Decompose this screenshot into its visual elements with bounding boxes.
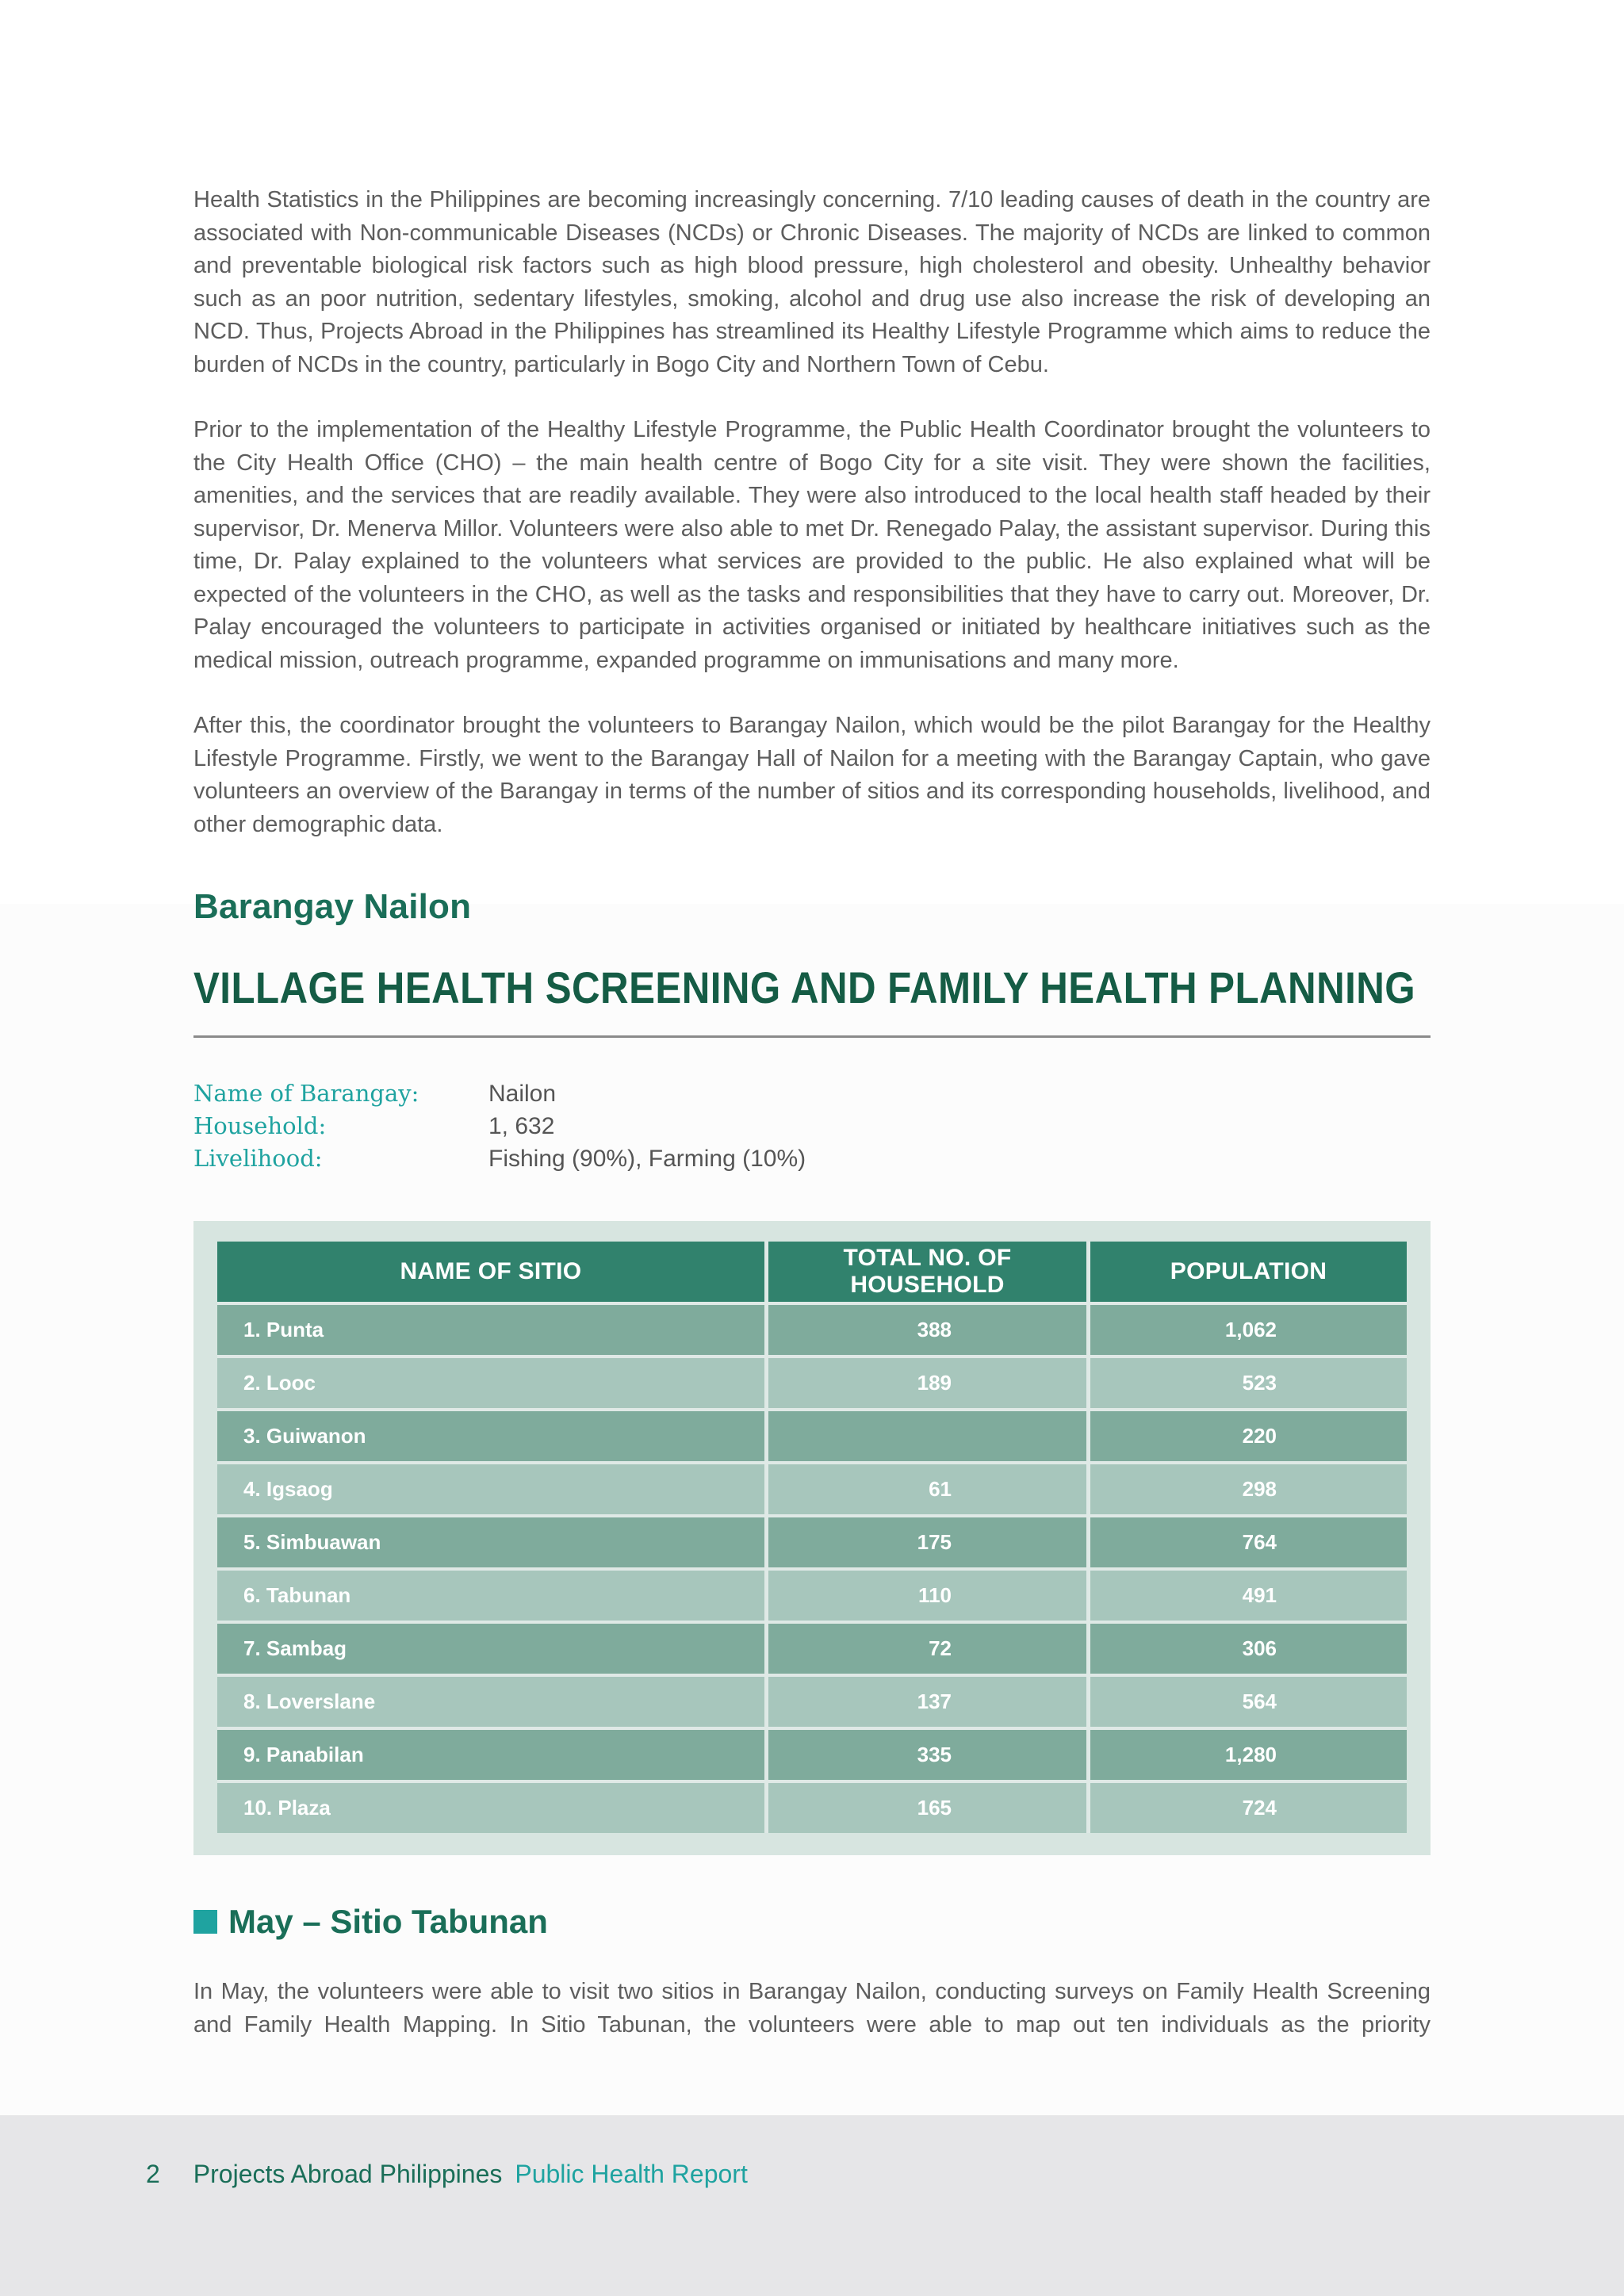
- table-header-row: [217, 1242, 1407, 1305]
- sitio-households: 388: [768, 1305, 1090, 1358]
- info-row-household: [193, 1110, 1431, 1142]
- household-label: Household:: [193, 1112, 327, 1139]
- header-population: POPULATION: [1090, 1242, 1407, 1305]
- sitio-population: 724: [1090, 1783, 1407, 1833]
- livelihood-label: Livelihood:: [193, 1145, 323, 1172]
- info-row-barangay: [193, 1077, 1431, 1110]
- sitio-households: [768, 1411, 1090, 1464]
- page-number: 2: [146, 2160, 160, 2188]
- sitio-population: 220: [1090, 1411, 1407, 1464]
- barangay-info: [193, 1077, 1431, 1175]
- sitio-population: 764: [1090, 1517, 1407, 1571]
- square-bullet-icon: [193, 1910, 217, 1934]
- cho-visit-paragraph: Prior to the implementation of the Healthy Lifestyle Programme, the Public Health Coordinator brought the volunteers to the City Health Office (CHO) – the main health centre of Bogo City for a site visit. They were shown the facilities, amenities, and the services that are readily available. They were also introduced to the local health staff headed by their supervisor, Dr. Menerva Millor. Volunteers were also able to met Dr. Renegado Palay, the assistant supervisor. During this time, Dr. Palay explained to the volunteers what services are provided to the public. He also explained what will be expected of the volunteers in the CHO, as well as the tasks and responsibilities that they have to carry out. Moreover, Dr. Palay encouraged the volunteers to participate in activities organised or initiated by healthcare initiatives such as the medical mission, outreach programme, expanded programme on immunisations and many more.: [193, 417, 1431, 673]
- sitio-households: 335: [768, 1730, 1090, 1783]
- sitio-population: 491: [1090, 1571, 1407, 1624]
- footer-report-name: Public Health Report: [515, 2160, 748, 2188]
- household-value: 1, 632: [488, 1113, 555, 1139]
- table-row: [217, 1624, 1407, 1677]
- main-title: VILLAGE HEALTH SCREENING AND FAMILY HEALTH PLANNING: [193, 962, 1416, 1012]
- table-row: [217, 1571, 1407, 1624]
- table-row: [217, 1411, 1407, 1464]
- subsection-heading: [193, 1903, 1431, 1941]
- table-row: [217, 1358, 1407, 1411]
- sitio-households: 137: [768, 1677, 1090, 1730]
- table-row: [217, 1305, 1407, 1358]
- sitio-name: 9. Panabilan: [217, 1730, 768, 1783]
- footer-organization: Projects Abroad Philippines: [193, 2160, 503, 2188]
- table-row: [217, 1783, 1407, 1833]
- sitio-households: 175: [768, 1517, 1090, 1571]
- sitio-population: 1,062: [1090, 1305, 1407, 1358]
- livelihood-value: Fishing (90%), Farming (10%): [488, 1146, 806, 1172]
- sitio-name: 3. Guiwanon: [217, 1411, 768, 1464]
- subsection-title: May – Sitio Tabunan: [228, 1903, 548, 1940]
- page-footer: [0, 2115, 1624, 2296]
- info-row-livelihood: [193, 1142, 1431, 1175]
- sitio-households: 72: [768, 1624, 1090, 1677]
- section-title: Barangay Nailon: [193, 887, 472, 926]
- barangay-label: Name of Barangay:: [193, 1080, 419, 1107]
- intro-paragraph: Health Statistics in the Philippines are becoming increasingly concerning. 7/10 leading causes of death in the country are associated with Non-communicable Diseases (NCDs) or Chronic Diseases. The majority of NCDs are linked to common and preventable biological risk factors such as high blood pressure, high cholesterol and obesity. Unhealthy behavior such as an poor nutrition, sedentary lifestyles, smoking, alcohol and drug use also increase the risk of developing an NCD. Thus, Projects Abroad in the Philippines has streamlined its Healthy Lifestyle Programme which aims to reduce the burden of NCDs in the country, particularly in Bogo City and Northern Town of Cebu.: [193, 187, 1431, 377]
- sitio-name: 4. Igsaog: [217, 1464, 768, 1517]
- closing-paragraph: In May, the volunteers were able to visit two sitios in Barangay Nailon, conducting surveys on Family Health Screening and Family Health Mapping. In Sitio Tabunan, the volunteers were able to map out ten individuals as the priority: [193, 1979, 1431, 2038]
- table-row: [217, 1464, 1407, 1517]
- header-total-households: TOTAL NO. OF HOUSEHOLD: [768, 1242, 1090, 1305]
- sitio-table-container: [193, 1221, 1431, 1855]
- table-row: [217, 1517, 1407, 1571]
- table-row: [217, 1730, 1407, 1783]
- sitio-name: 6. Tabunan: [217, 1571, 768, 1624]
- footer-text: [146, 2160, 748, 2189]
- sitio-population: 564: [1090, 1677, 1407, 1730]
- document-body: [193, 184, 1431, 2074]
- sitio-name: 10. Plaza: [217, 1783, 768, 1833]
- barangay-value: Nailon: [488, 1081, 557, 1107]
- sitio-households: 61: [768, 1464, 1090, 1517]
- sitio-households: 165: [768, 1783, 1090, 1833]
- sitio-table: [217, 1242, 1407, 1833]
- sitio-households: 189: [768, 1358, 1090, 1411]
- sitio-name: 7. Sambag: [217, 1624, 768, 1677]
- sitio-name: 1. Punta: [217, 1305, 768, 1358]
- sitio-name: 5. Simbuawan: [217, 1517, 768, 1571]
- sitio-name: 2. Looc: [217, 1358, 768, 1411]
- sitio-households: 110: [768, 1571, 1090, 1624]
- sitio-population: 1,280: [1090, 1730, 1407, 1783]
- sitio-population: 298: [1090, 1464, 1407, 1517]
- barangay-visit-paragraph: After this, the coordinator brought the volunteers to Barangay Nailon, which would be the pilot Barangay for the Healthy Lifestyle Programme. Firstly, we went to the Barangay Hall of Nailon for a meeting with the Barangay Captain, who gave volunteers an overview of the Barangay in terms of the number of sitios and its corresponding households, livelihood, and other demographic data.: [193, 713, 1431, 837]
- header-name-of-sitio: NAME OF SITIO: [217, 1242, 768, 1305]
- sitio-population: 523: [1090, 1358, 1407, 1411]
- sitio-population: 306: [1090, 1624, 1407, 1677]
- title-divider: [193, 1035, 1431, 1038]
- table-row: [217, 1677, 1407, 1730]
- sitio-name: 8. Loverslane: [217, 1677, 768, 1730]
